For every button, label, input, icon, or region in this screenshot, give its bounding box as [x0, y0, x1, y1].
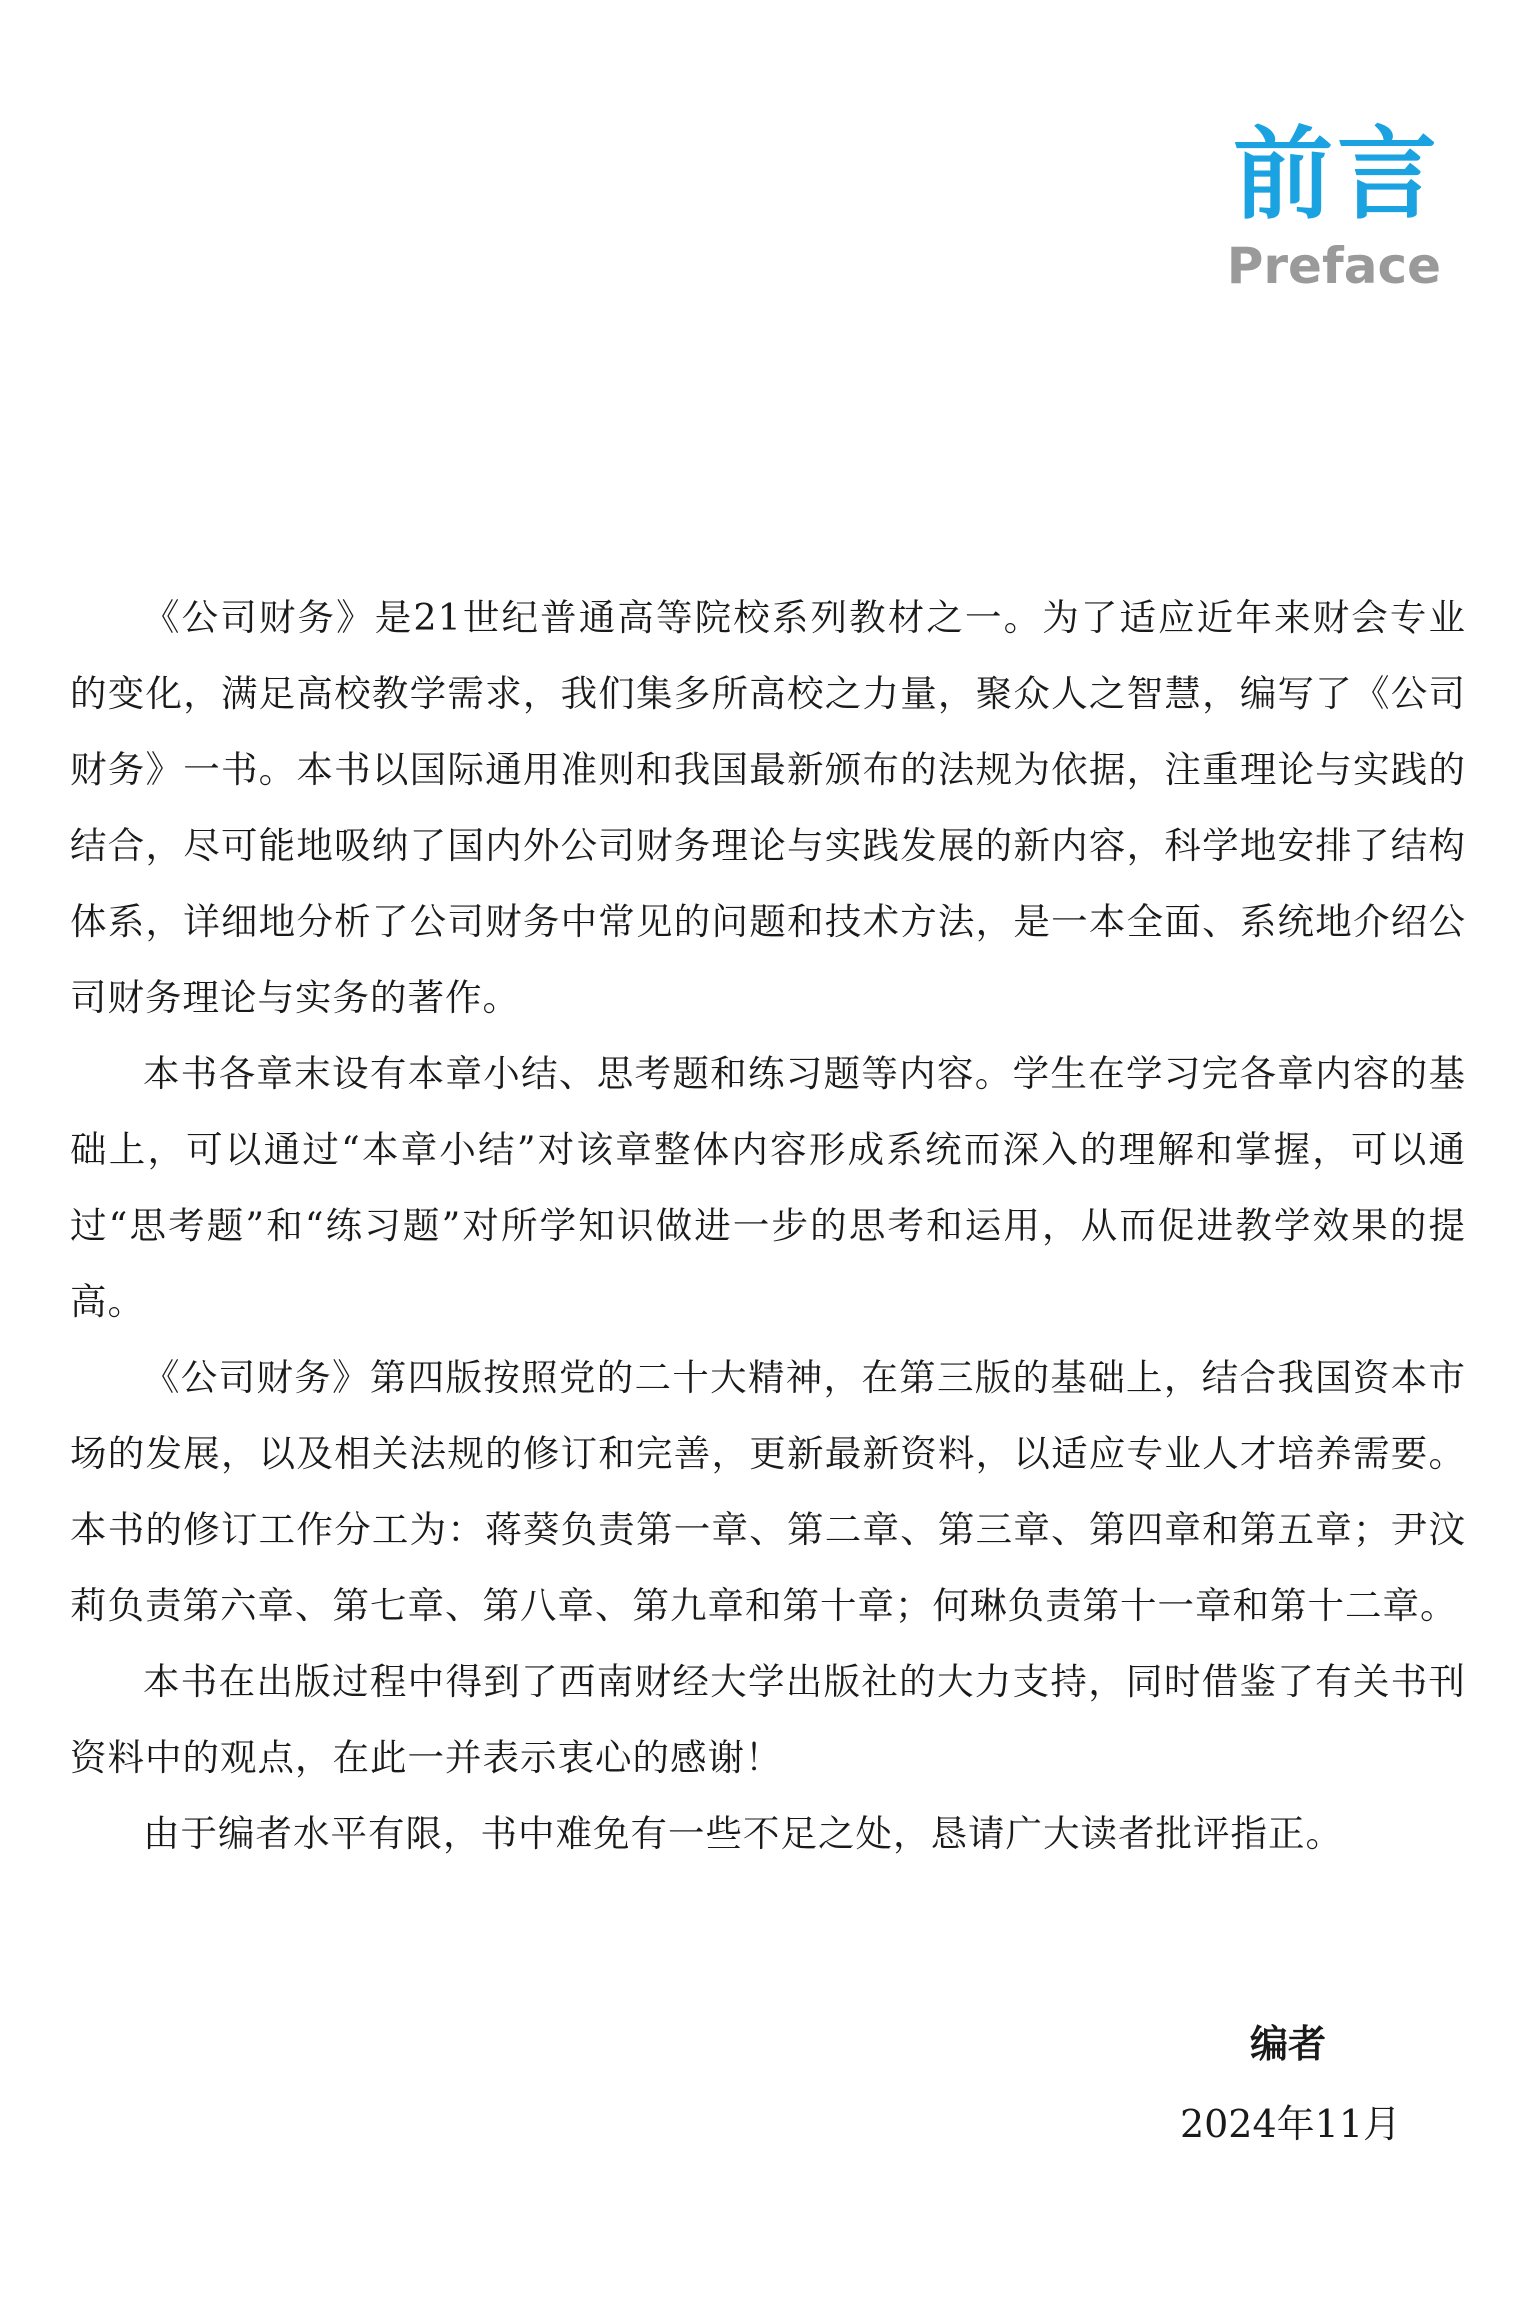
paragraph-5: 由于编者水平有限，书中难免有一些不足之处，恳请广大读者批评指正。 — [143, 1812, 1343, 1855]
page-subtitle: Preface — [1226, 237, 1441, 295]
paragraph-3: 《公司财务》第四版按照党的二十大精神，在第三版的基础上，结合我国资本市场的发展，以及相关法规的修订和完善，更新最新资料，以适应专业人才培养需要。本书的修订工作分工为：蒋葵负责第一章、第二章、第三章、第四章和第五章；尹汶莉负责第六章、第七章、第八章、第九章和第十章；何琳负责第十一章和第十二章。 — [70, 1356, 1466, 1627]
paragraph-2: 本书各章末设有本章小结、思考题和练习题等内容。学生在学习完各章内容的基础上，可以通过“本章小结”对该章整体内容形成系统而深入的理解和掌握，可以通过“思考题”和“练习题”对所学知识做进一步的思考和运用，从而促进教学效果的提高。 — [70, 1052, 1466, 1323]
signature-date: 2024年11月 — [1179, 2102, 1401, 2146]
page-title: 前言 — [1233, 116, 1441, 233]
preface-body — [70, 580, 1466, 1872]
paragraph-4: 本书在出版过程中得到了西南财经大学出版社的大力支持，同时借鉴了有关书刊资料中的观点，在此一并表示衷心的感谢！ — [70, 1660, 1466, 1779]
preface-header — [1226, 116, 1441, 296]
author-signature: 编者 — [1249, 2022, 1326, 2066]
paragraph-1: 《公司财务》是21世纪普通高等院校系列教材之一。为了适应近年来财会专业的变化，满足高校教学需求，我们集多所高校之力量，聚众人之智慧，编写了《公司财务》一书。本书以国际通用准则和我国最新颁布的法规为依据，注重理论与实践的结合，尽可能地吸纳了国内外公司财务理论与实践发展的新内容，科学地安排了结构体系，详细地分析了公司财务中常见的问题和技术方法，是一本全面、系统地介绍公司财务理论与实务的著作。 — [70, 596, 1466, 1019]
